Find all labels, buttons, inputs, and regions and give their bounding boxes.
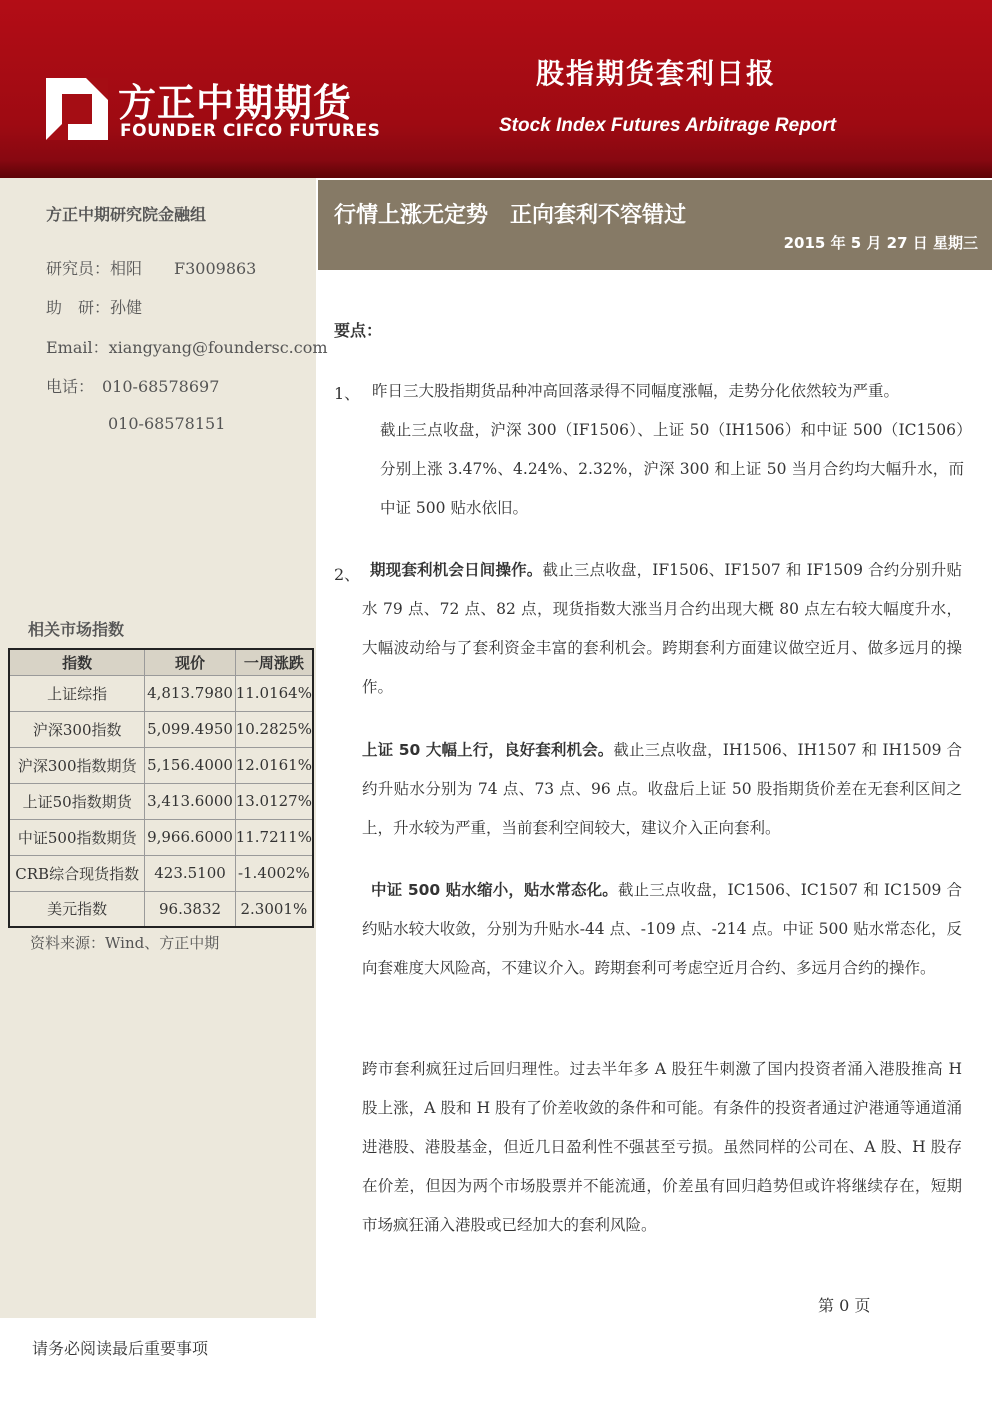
founder-logo-icon	[46, 78, 108, 140]
market-index-table	[8, 648, 314, 928]
point-1-number: 1、	[334, 384, 361, 403]
table-row	[9, 891, 313, 927]
header-shadow	[0, 160, 992, 178]
index-price: 9,966.6000	[145, 819, 235, 855]
index-change: 11.0164%	[235, 675, 313, 711]
point-1-body: 截止三点收盘，沪深 300（IF1506）、上证 50（IH1506）和中证 500（IC1506）分别上涨 3.47%、4.24%、2.32%，沪深 300 和上证 50 当月合约均大幅升水，而中证 500 贴水依旧。	[380, 421, 964, 517]
index-change: 10.2825%	[235, 711, 313, 747]
index-price: 5,156.4000	[145, 747, 235, 783]
assistant-line: 助 研：孙健	[46, 298, 143, 317]
report-title-en: Stock Index Futures Arbitrage Report	[499, 115, 837, 136]
table-row	[9, 747, 313, 783]
index-price: 3,413.6000	[145, 783, 235, 819]
col-header-weekly-change: 一周涨跌	[235, 649, 313, 675]
index-name: 沪深300指数期货	[9, 747, 145, 783]
market-index-title: 相关市场指数	[28, 620, 125, 639]
table-row	[9, 819, 313, 855]
point-4-heading: 中证 500 贴水缩小，贴水常态化。	[371, 881, 618, 899]
index-change: 13.0127%	[235, 783, 313, 819]
page-number: 第 0 页	[818, 1296, 871, 1315]
index-change: 2.3001%	[235, 891, 313, 927]
report-headline: 行情上涨无定势 正向套利不容错过	[334, 203, 687, 228]
index-name: CRB综合现货指数	[9, 855, 145, 891]
point-2-text: 截止三点收盘，IF1506、IF1507 和 IF1509 合约分别升贴水 79 点、72 点、82 点，现货指数大涨当月合约出现大概 80 点左右较大幅度升水，大幅波动给与了套利资金丰富的套利机会。跨期套利方面建议做空近月、做多远月的操作。	[362, 561, 962, 696]
col-header-index: 指数	[9, 649, 145, 675]
report-date: 2015 年 5 月 27 日 星期三	[783, 234, 978, 252]
table-header-row	[9, 649, 313, 675]
index-price: 4,813.7980	[145, 675, 235, 711]
col-header-price: 现价	[145, 649, 235, 675]
index-price: 96.3832	[145, 891, 235, 927]
email-line: Email：xiangyang@foundersc.com	[46, 338, 328, 357]
logo-cn-text: 方正中期期货	[118, 81, 353, 125]
point-5-paragraph: 跨市套利疯狂过后回归理性。过去半年多 A 股狂牛刺激了国内投资者涌入港股推高 H 股上涨，A 股和 H 股有了价差收敛的条件和可能。有条件的投资者通过沪港通等通道涌进港股、港股基金，但近几日盈利性不强甚至亏损。虽然同样的公司在、A 股、H 股存在价差，但因为两个市场股票并不能流通，价差虽有回归趋势但或许将继续存在，短期市场疯狂涌入港股或已经加大的套利风险。	[362, 1060, 962, 1234]
point-2-heading: 期现套利机会日间操作。	[370, 561, 543, 579]
point-2-number: 2、	[334, 565, 361, 584]
index-name: 中证500指数期货	[9, 819, 145, 855]
index-name: 上证50指数期货	[9, 783, 145, 819]
index-price: 5,099.4950	[145, 711, 235, 747]
point-3-paragraph	[362, 731, 962, 848]
researcher-line: 研究员：相阳 F3009863	[46, 259, 257, 278]
point-2-paragraph	[362, 551, 962, 707]
phone-line-1: 电话： 010-68578697	[46, 377, 220, 396]
table-row	[9, 783, 313, 819]
logo-en-text: FOUNDER CIFCO FUTURES	[120, 121, 381, 141]
table-row	[9, 855, 313, 891]
phone-line-2: 010-68578151	[108, 414, 226, 433]
key-points-label: 要点：	[334, 321, 383, 340]
disclaimer-note: 请务必阅读最后重要事项	[32, 1339, 209, 1358]
index-change: 11.7211%	[235, 819, 313, 855]
point-4-text: 截止三点收盘，IC1506、IC1507 和 IC1509 合约贴水较大收敛，分别为升贴水-44 点、-109 点、-214 点。中证 500 贴水常态化，反向套难度大风险高，不建议介入。跨期套利可考虑空近月合约、多远月合约的操作。	[362, 881, 962, 977]
table-row	[9, 711, 313, 747]
index-name: 上证综指	[9, 675, 145, 711]
table-row	[9, 675, 313, 711]
index-price: 423.5100	[145, 855, 235, 891]
point-3-text: 截止三点收盘，IH1506、IH1507 和 IH1509 合约升贴水分别为 74 点、73 点、96 点。收盘后上证 50 股指期货价差在无套利区间之上，升水较为严重，当前套利空间较大，建议介入正向套利。	[362, 741, 962, 837]
point-3-heading: 上证 50 大幅上行，良好套利机会。	[362, 741, 614, 759]
research-org: 方正中期研究院金融组	[46, 205, 207, 224]
data-source-note: 资料来源：Wind、方正中期	[30, 934, 220, 952]
report-title-cn: 股指期货套利日报	[536, 57, 777, 90]
point-1-lead: 昨日三大股指期货品种冲高回落录得不同幅度涨幅，走势分化依然较为严重。	[372, 382, 900, 400]
index-change: 12.0161%	[235, 747, 313, 783]
index-change: -1.4002%	[235, 855, 313, 891]
point-4-paragraph	[362, 871, 962, 988]
index-name: 沪深300指数	[9, 711, 145, 747]
index-name: 美元指数	[9, 891, 145, 927]
